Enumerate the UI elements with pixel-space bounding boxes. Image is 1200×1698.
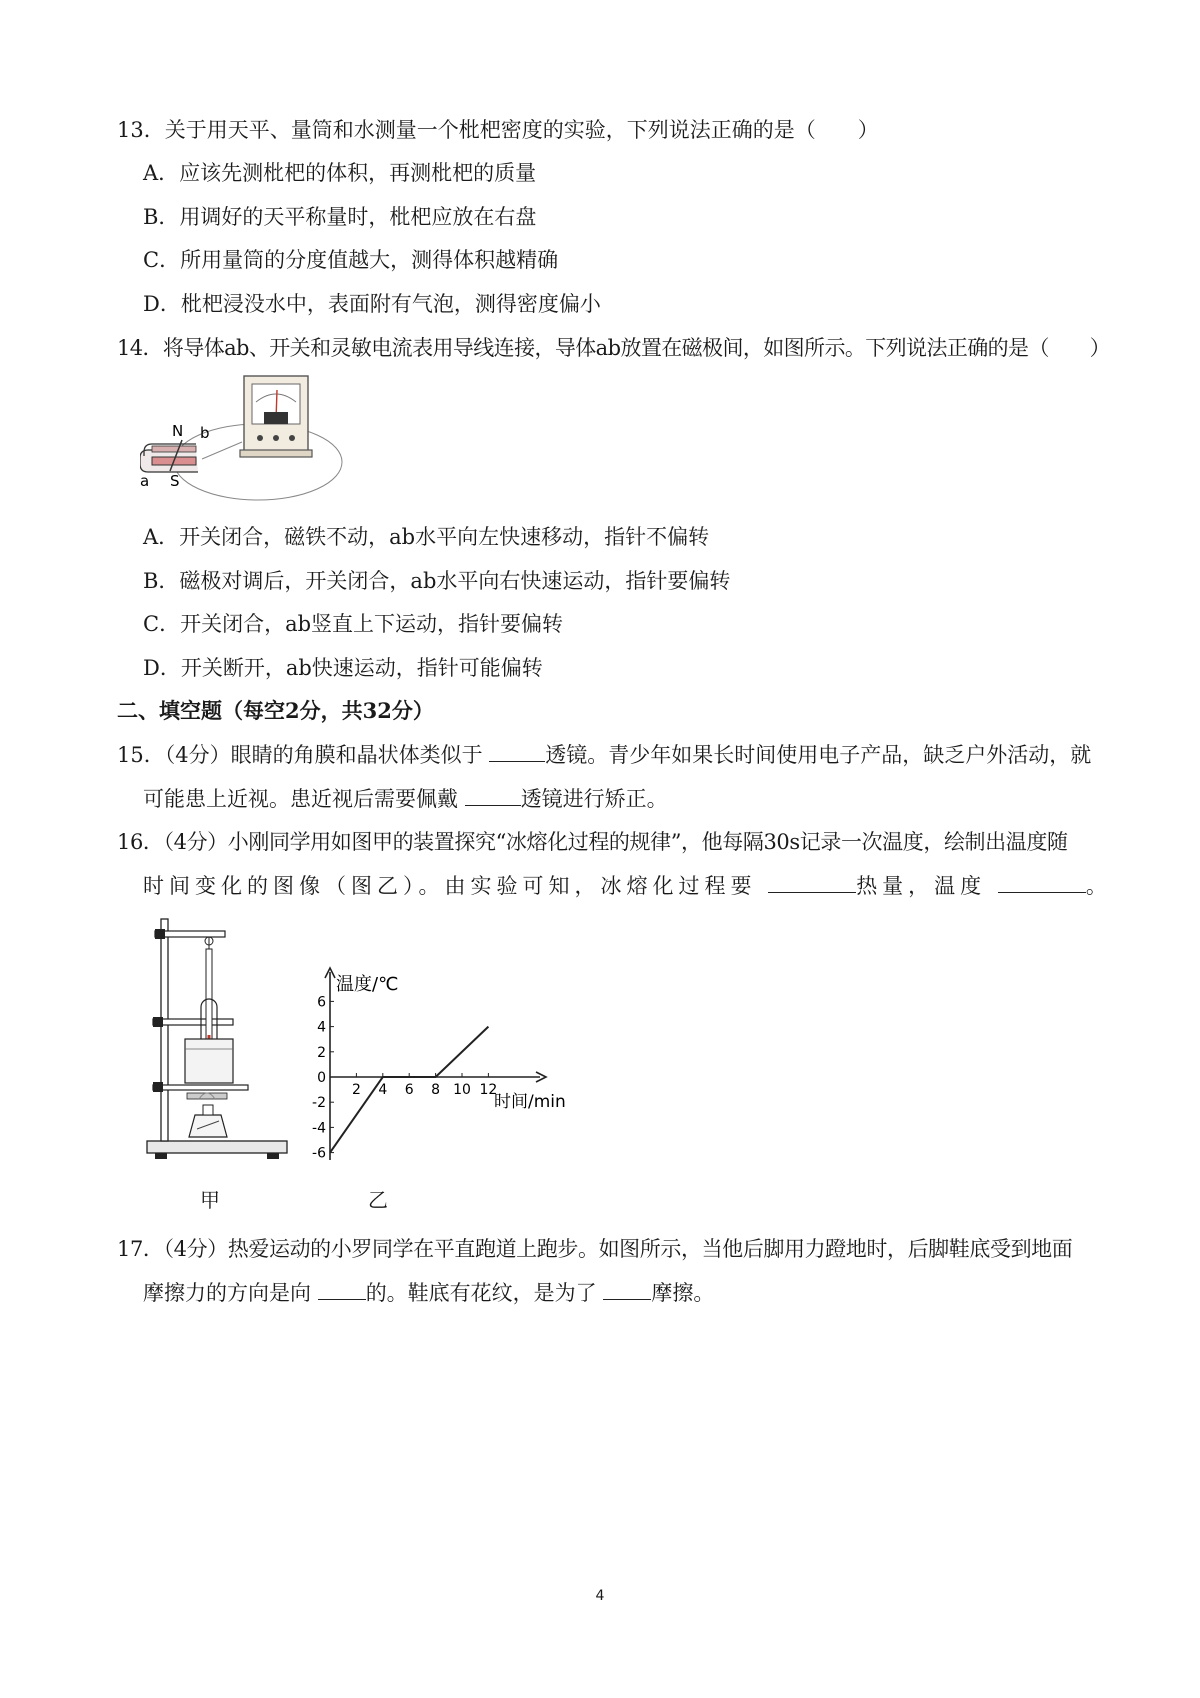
- q16-text-2: 时间变化的图像（图乙）。由实验可知，冰熔化过程要: [143, 874, 769, 898]
- label-a: a: [140, 472, 150, 490]
- q14-option-b: B．磁极对调后，开关闭合，ab水平向右快速运动，指针要偏转: [143, 569, 731, 593]
- answer-blank: [998, 872, 1086, 893]
- q15-text-4: 透镜进行矫正。: [520, 787, 668, 811]
- q17-line1: 17．（4分）热爱运动的小罗同学在平直跑道上跑步。如图所示，当他后脚用力蹬地时，后脚鞋底受到地面: [117, 1237, 1073, 1261]
- fig-jia-apparatus: [145, 915, 295, 1175]
- y-tick-label: 0: [317, 1070, 326, 1086]
- x-tick-label: 8: [431, 1082, 441, 1098]
- q14-stem: 14．将导体ab、开关和灵敏电流表用导线连接，导体ab放置在磁极间，如图所示。下列说法正确的是（ ）: [117, 336, 1111, 360]
- q16-text-4: 。: [1085, 874, 1112, 898]
- y-tick-label: -4: [312, 1120, 326, 1137]
- y-tick-label: 4: [317, 1019, 326, 1036]
- page-number: 4: [595, 1588, 605, 1604]
- q16-line1: 16．（4分）小刚同学用如图甲的装置探究“冰熔化过程的规律”，他每隔30s记录一次温度，绘制出温度随: [117, 830, 1068, 854]
- x-tick-label: 10: [453, 1082, 471, 1098]
- chart-axes: [325, 968, 546, 1160]
- y-tick-label: 6: [317, 994, 326, 1011]
- y-tick-label: -6: [312, 1145, 326, 1162]
- label-n: N: [172, 422, 184, 440]
- x-axis-label: 时间/min: [494, 1092, 566, 1112]
- section-heading: 二、填空题（每空2分，共32分）: [117, 698, 434, 723]
- fig-yi-label: 乙: [368, 1188, 388, 1212]
- fig-yi-chart: [300, 960, 600, 1165]
- q13-option-c: C．所用量筒的分度值越大，测得体积越精确: [143, 248, 559, 272]
- x-tick-label: 12: [479, 1082, 498, 1098]
- label-b: b: [200, 424, 210, 442]
- label-s: S: [170, 472, 180, 490]
- answer-blank: [768, 872, 856, 893]
- answer-blank: [489, 741, 545, 762]
- q15-text-1: 15．（4分）眼睛的角膜和晶状体类似于: [117, 743, 490, 767]
- x-tick-label: 6: [404, 1082, 414, 1098]
- answer-blank: [318, 1279, 366, 1300]
- q15-line1: [117, 741, 1091, 769]
- horseshoe-magnet-icon: [140, 444, 198, 472]
- y-tick-label: -2: [312, 1095, 326, 1112]
- q14-option-d: D．开关断开，ab快速运动，指针可能偏转: [143, 656, 543, 680]
- q17-text-2: 摩擦力的方向是向: [143, 1281, 318, 1305]
- answer-blank: [603, 1279, 651, 1300]
- x-tick-label: 2: [351, 1082, 361, 1098]
- q14-option-c: C．开关闭合，ab竖直上下运动，指针要偏转: [143, 612, 564, 636]
- galvanometer-icon: [240, 376, 312, 457]
- y-axis-label: 温度/℃: [336, 974, 399, 995]
- q17-line2: [143, 1279, 714, 1307]
- q16-line2: [143, 872, 1112, 900]
- q13-option-a: A．应该先测枇杷的体积，再测枇杷的质量: [143, 161, 537, 185]
- y-tick-label: 2: [317, 1044, 326, 1061]
- q13-option-b: B．用调好的天平称量时，枇杷应放在右盘: [143, 205, 537, 229]
- x-tick-label: 4: [378, 1082, 388, 1098]
- q17-text-4: 摩擦。: [651, 1281, 715, 1305]
- q17-text-3: 的。鞋底有花纹，是为了: [365, 1281, 604, 1305]
- q15-text-3: 可能患上近视。患近视后需要佩戴: [143, 787, 465, 811]
- q16-text-3: 热量，温度: [856, 874, 998, 898]
- answer-blank: [465, 785, 521, 806]
- q15-line2: [143, 785, 668, 813]
- q13-option-d: D．枇杷浸没水中，表面附有气泡，测得密度偏小: [143, 292, 601, 316]
- fig-jia-label: 甲: [200, 1188, 220, 1212]
- q15-text-2: 透镜。青少年如果长时间使用电子产品，缺乏户外活动，就: [545, 743, 1092, 767]
- q14-figure: [140, 372, 345, 507]
- q13-stem: 13．关于用天平、量筒和水测量一个枇杷密度的实验，下列说法正确的是（ ）: [117, 118, 879, 142]
- q14-option-a: A．开关闭合，磁铁不动，ab水平向左快速移动，指针不偏转: [143, 525, 710, 549]
